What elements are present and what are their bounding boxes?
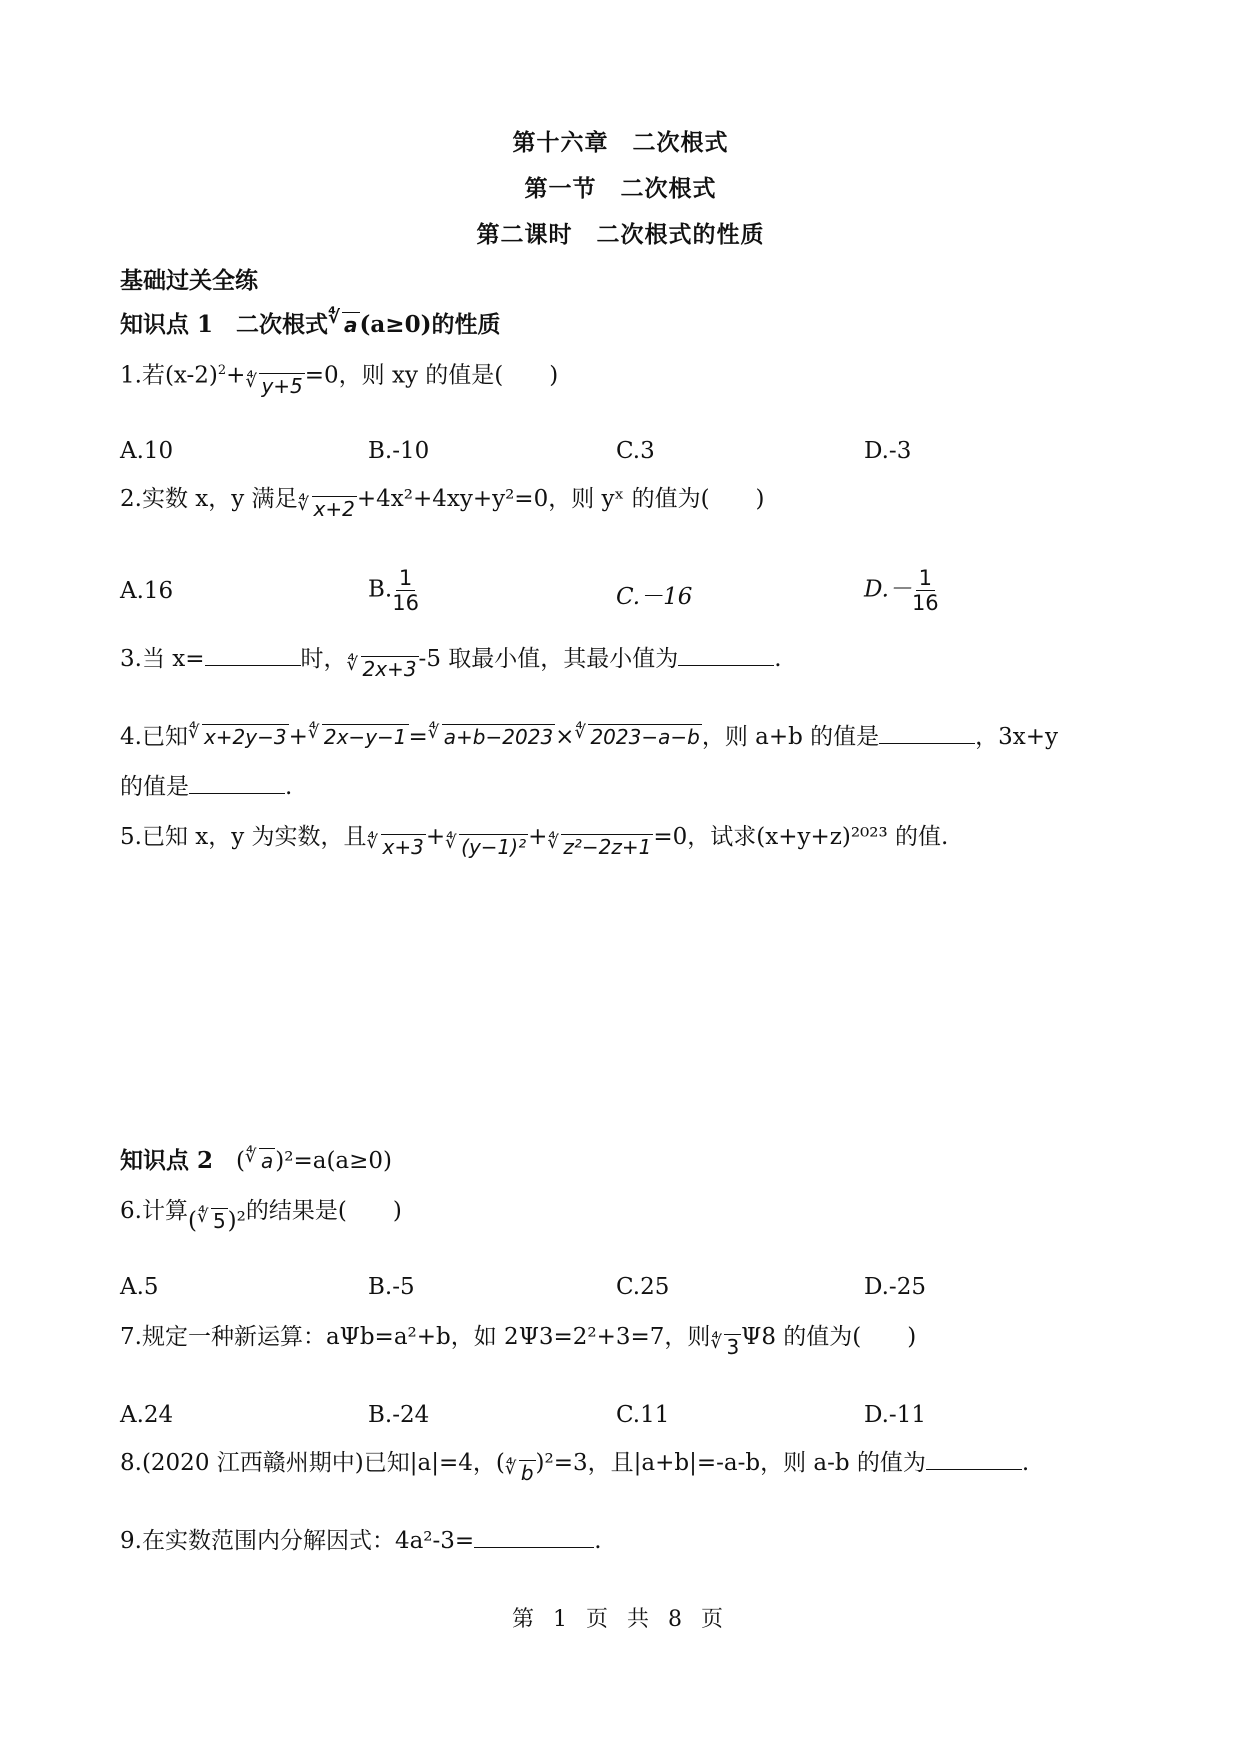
q1-text-mid: + [226, 362, 246, 389]
sqrt-symbol: ∜ x+2 [297, 494, 355, 521]
sqrt-symbol: ∜ b [504, 1458, 534, 1485]
q1-option-c: C.3 [616, 438, 655, 464]
q1-option-a: A.10 [120, 438, 174, 464]
answer-blank[interactable] [879, 723, 975, 744]
answer-blank[interactable] [678, 645, 774, 666]
sqrt-symbol: ∜ 2x−y−1 [307, 722, 407, 749]
sqrt-symbol: ∜ (y−1)² [445, 832, 527, 859]
q2-text-pre: 2.实数 x，y 满足 [120, 486, 298, 512]
q6-option-b: B.-5 [368, 1274, 415, 1300]
q7-option-a: A.24 [120, 1402, 174, 1428]
question-9: 9.在实数范围内分解因式：4a²-3= . [120, 1528, 602, 1554]
q2-text-post: +4x²+4xy+y²=0，则 yˣ 的值为( ) [356, 486, 765, 512]
page-footer: 第 1 页 共 8 页 [512, 1607, 729, 1632]
answer-blank[interactable] [926, 1449, 1022, 1470]
question-5: 5.已知 x，y 为实数，且 ∜ x+3+ ∜ (y−1)²+ ∜ z²−2z+1=0，试求(x+y+z)²⁰²³ 的值. [120, 822, 948, 862]
question-6: 6.计算( ∜ 5)²的结果是( ) [120, 1198, 402, 1234]
q2-option-a: A.16 [120, 578, 174, 604]
section-title: 第一节 二次根式 [524, 175, 717, 202]
q1-option-b: B.-10 [368, 438, 430, 464]
sqrt-symbol: ∜ z²−2z+1 [547, 832, 652, 859]
question-2 [120, 484, 765, 524]
q7-option-d: D.-11 [864, 1402, 926, 1428]
q6-option-a: A.5 [120, 1274, 159, 1300]
knowledge-point-1 [120, 306, 500, 339]
q6-option-d: D.-25 [864, 1274, 926, 1300]
q7-option-c: C.11 [616, 1402, 670, 1428]
practice-heading: 基础过关全练 [120, 267, 258, 294]
sqrt-symbol: ∜ x+2y−3 [187, 722, 287, 749]
answer-blank[interactable] [205, 645, 301, 666]
question-7: 7.规定一种新运算：aΨb=a²+b，如 2Ψ3=2²+3=7，则 ∜ 3Ψ8 的值为( ) [120, 1322, 916, 1362]
kp1-suffix: (a≥0)的性质 [359, 311, 501, 338]
sqrt-symbol: ∜ 2x+3 [346, 654, 417, 681]
sqrt-symbol: ∜ x+3 [366, 832, 424, 859]
q2-option-b: B. $\frac{1}{16}$ [368, 566, 419, 615]
kp1-prefix: 知识点 1 二次根式 [120, 311, 329, 338]
q1-option-d: D.-3 [864, 438, 912, 464]
q1-text-pre: 1.若(x-2) [120, 362, 218, 389]
question-4: 4.已知 ∜ x+2y−3+ ∜ 2x−y−1= ∜ a+b−2023× ∜ 2023−a−b，则 a+b 的值是 ，3x+y [120, 722, 1059, 750]
sqrt-symbol: ∜ a [245, 1146, 274, 1173]
sqrt-symbol: ∜ 2023−a−b [574, 722, 700, 749]
answer-blank[interactable] [474, 1527, 594, 1548]
question-4-line-2: 的值是 . [120, 774, 293, 800]
sqrt-symbol: ∜ y+5 [245, 370, 303, 398]
q1-text-post: =0，则 xy 的值是( ) [304, 362, 559, 389]
question-3: 3.当 x= 时， ∜ 2x+3-5 取最小值，其最小值为 . [120, 644, 782, 684]
sqrt-symbol: ∜ 5 [196, 1206, 226, 1233]
sqrt-symbol: ∜ a [328, 307, 358, 337]
question-1: 1.若$(x-2)^2+$ ∜ y+5=0，则 xy 的值是( ) [120, 356, 558, 401]
lesson-title: 第二课时 二次根式的性质 [476, 221, 765, 248]
q7-option-b: B.-24 [368, 1402, 430, 1428]
question-8: 8.(2020 江西赣州期中)已知|a|=4，( ∜ b)²=3，且|a+b|=-a-b，则 a-b 的值为 . [120, 1448, 1029, 1488]
sqrt-symbol: ∜ 3 [710, 1332, 740, 1359]
q2-option-c: C.－16 [616, 584, 693, 610]
q2-option-d: D.－ $\frac{1}{16}$ [864, 566, 939, 615]
q6-option-c: C.25 [616, 1274, 670, 1300]
sqrt-symbol: ∜ a+b−2023 [427, 722, 554, 749]
knowledge-point-2: 知识点 2 ( ∜ a)²=a(a≥0) [120, 1146, 393, 1174]
chapter-title: 第十六章 二次根式 [512, 129, 729, 156]
answer-blank[interactable] [189, 773, 285, 794]
